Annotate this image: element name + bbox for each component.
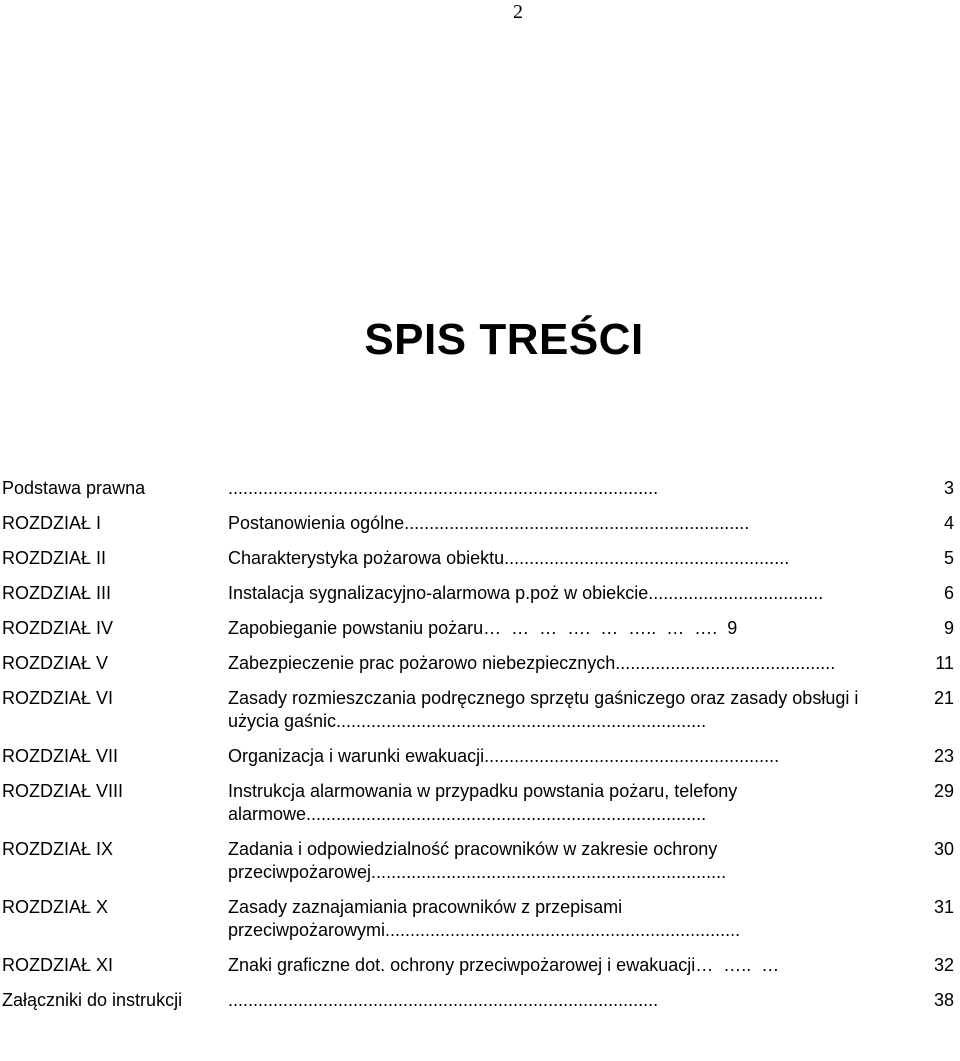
toc-chapter: ROZDZIAŁ VI [2,688,114,708]
toc-row-rozdzial-vii [0,745,960,768]
toc-page-number: 29 [933,781,954,801]
toc-chapter: ROZDZIAŁ X [2,897,109,917]
toc-chapter: ROZDZIAŁ VII [2,746,119,766]
toc-chapter: Załączniki do instrukcji [2,990,183,1010]
toc-page-number: 23 [933,746,954,766]
toc-row-podstawa-prawna [0,477,960,500]
toc-page-number: 30 [933,839,954,859]
toc-chapter: ROZDZIAŁ III [2,583,112,603]
toc-row-rozdzial-x [0,896,960,942]
toc-row-rozdzial-ix [0,838,960,884]
toc-entry-title: Organizacja i warunki ewakuacji........................................................... [228,746,780,766]
toc-page-number: 5 [943,548,954,568]
toc-entry-title: Zasady zaznajamiania pracowników z przepisami przeciwpożarowymi....................................................................... [228,897,741,940]
toc-row-rozdzial-viii [0,780,960,826]
toc-row-rozdzial-ii [0,547,960,570]
toc-entry-title: Charakterystyka pożarowa obiektu......................................................... [228,548,790,568]
toc-entry-title: Postanowienia ogólne..................................................................... [228,513,750,533]
toc-entry-title: ...................................................................................... [228,990,659,1010]
toc-chapter: ROZDZIAŁ IV [2,618,114,638]
page-title: SPIS TREŚCI [364,315,644,364]
toc-chapter: ROZDZIAŁ XI [2,955,114,975]
toc-row-rozdzial-v [0,652,960,675]
toc-entry-title: Instrukcja alarmowania w przypadku powstania pożaru, telefony alarmowe................................................................................ [228,781,743,824]
toc-chapter: ROZDZIAŁ V [2,653,109,673]
toc-entry-title: ...................................................................................... [228,478,659,498]
toc-entry-title: Zapobieganie powstaniu pożaru… … … …. … ….. … …. 9 [228,618,738,638]
toc-row-rozdzial-xi [0,954,960,977]
toc-entry-title: Zasady rozmieszczania podręcznego sprzętu gaśniczego oraz zasady obsługi i użycia gaśnic.......................................................................... [228,688,864,731]
toc-chapter: ROZDZIAŁ VIII [2,781,124,801]
toc-page-number: 11 [935,653,954,673]
toc-entry-title: Zabezpieczenie prac pożarowo niebezpiecznych............................................ [228,653,836,673]
toc-page-number: 31 [933,897,954,917]
toc-page-number: 38 [933,990,954,1010]
page-number: 2 [513,1,523,23]
table-of-contents [0,477,960,1024]
toc-row-rozdzial-i [0,512,960,535]
toc-chapter: ROZDZIAŁ I [2,513,102,533]
toc-entry-title: Instalacja sygnalizacyjno-alarmowa p.poż w obiekcie................................... [228,583,824,603]
toc-page-number: 21 [933,688,954,708]
toc-page-number: 9 [943,618,954,638]
toc-page-number: 3 [943,478,954,498]
toc-chapter: Podstawa prawna [2,478,146,498]
toc-page-number: 6 [943,583,954,603]
toc-page-number: 32 [933,955,954,975]
toc-entry-title: Zadania i odpowiedzialność pracowników w zakresie ochrony przeciwpożarowej....................................................................... [228,839,727,882]
toc-row-rozdzial-vi [0,687,960,733]
toc-row-zalaczniki [0,989,960,1012]
toc-entry-title: Znaki graficzne dot. ochrony przeciwpożarowej i ewakuacji… ….. … [228,955,780,975]
toc-chapter: ROZDZIAŁ II [2,548,107,568]
toc-chapter: ROZDZIAŁ IX [2,839,114,859]
toc-row-rozdzial-iv [0,617,960,640]
toc-page-number: 4 [943,513,954,533]
toc-row-rozdzial-iii [0,582,960,605]
